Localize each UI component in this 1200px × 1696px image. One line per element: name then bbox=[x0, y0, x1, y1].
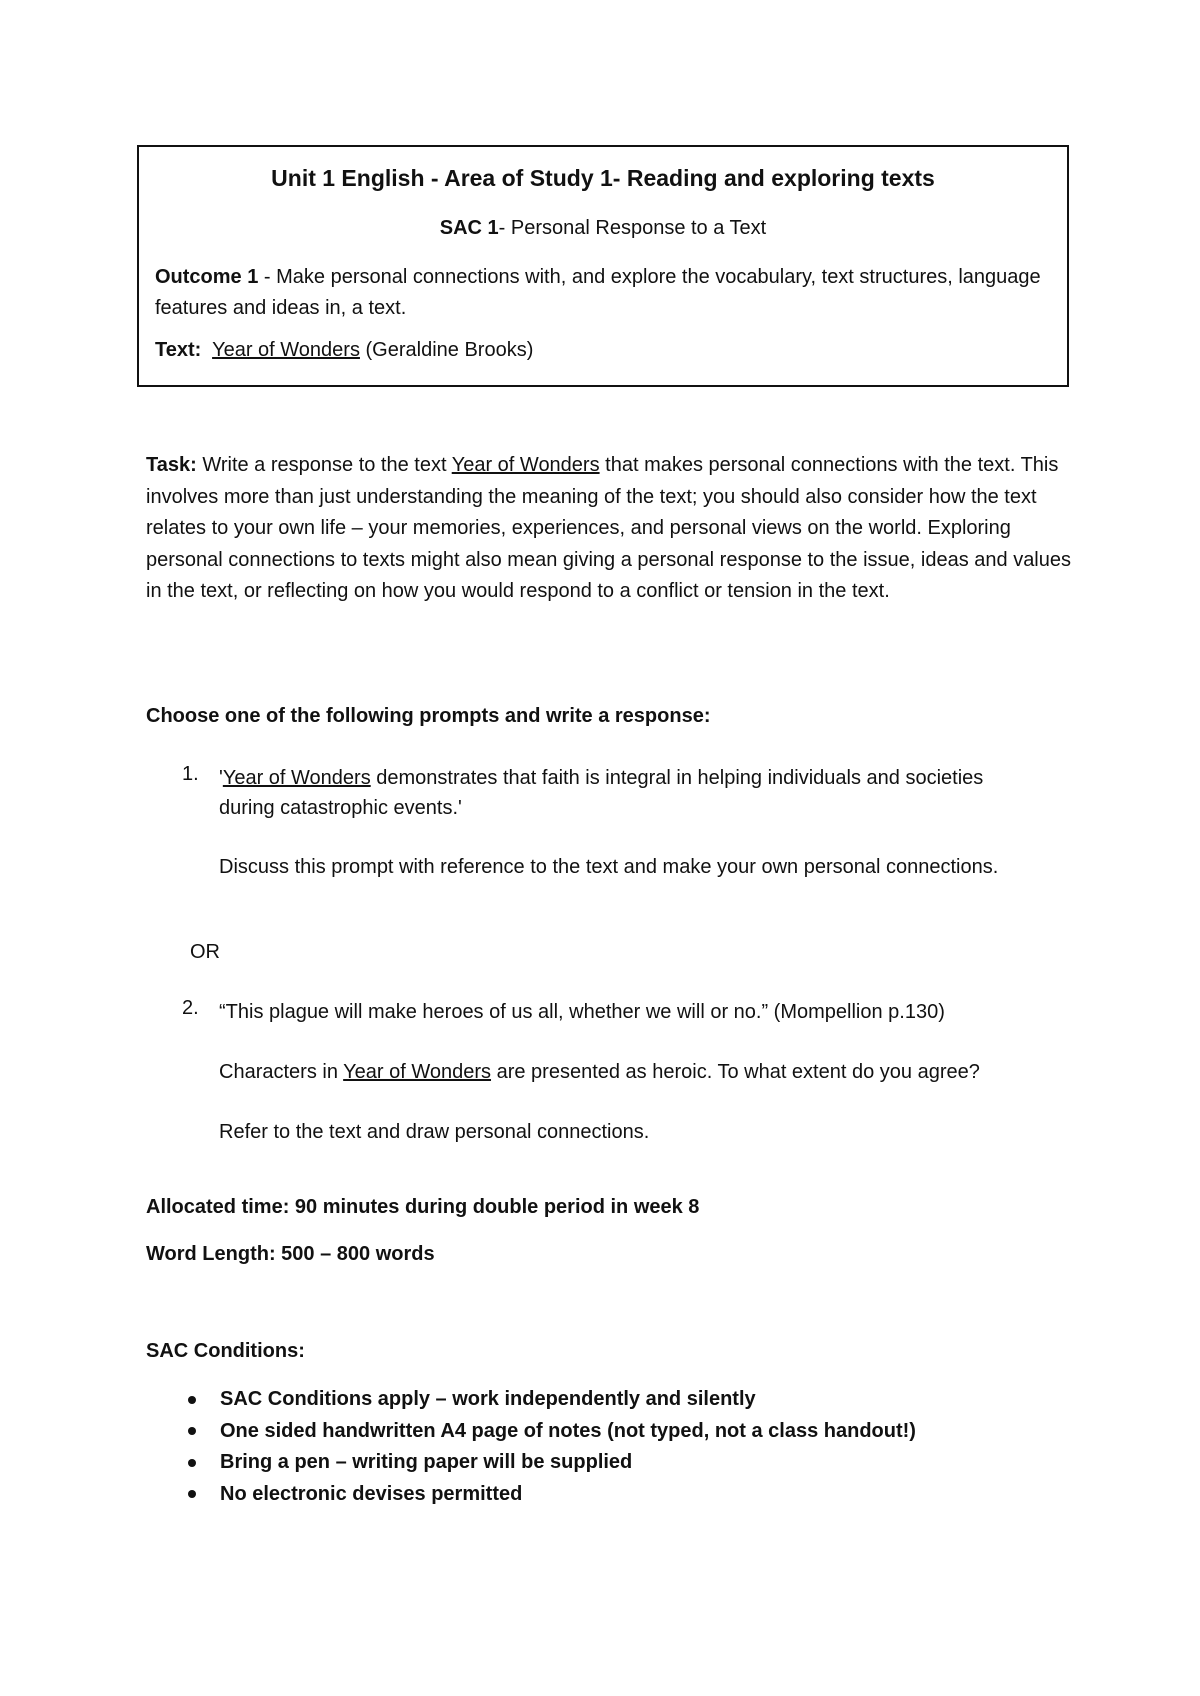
task-body: that makes personal connections with the text. This involves more than just understanding the meaning of the text; you should also consider how the text relates to your own life – your memories, experiences, and personal views on the world. Exploring personal connections to texts might also mean giving a personal response to the issue, ideas and values in the text, or reflecting on how you would respond to a conflict or tension in the text. bbox=[146, 454, 1071, 602]
word-length: Word Length: 500 – 800 words bbox=[146, 1243, 435, 1265]
allocated-time: Allocated time: 90 minutes during double period in week 8 bbox=[146, 1196, 700, 1218]
text-label: Text: bbox=[155, 339, 202, 361]
bullet-icon bbox=[188, 1459, 196, 1467]
sac-desc: - Personal Response to a Text bbox=[498, 217, 767, 239]
conditions-list bbox=[186, 1384, 916, 1510]
text-title: Year of Wonders bbox=[212, 339, 360, 361]
bullet-icon bbox=[188, 1427, 196, 1435]
or-separator: OR bbox=[190, 941, 220, 963]
prompt-1-text: demonstrates that faith is integral in helping individuals and societies during catastrophic events.' bbox=[219, 767, 984, 819]
task-paragraph bbox=[146, 450, 1076, 608]
task-title: Year of Wonders bbox=[451, 454, 600, 476]
task-label: Task: bbox=[146, 454, 197, 476]
prompt-2-question bbox=[219, 1057, 1019, 1087]
bullet-icon bbox=[188, 1490, 196, 1498]
text-author: (Geraldine Brooks) bbox=[365, 339, 534, 361]
unit-title: Unit 1 English - Area of Study 1- Reading and exploring texts bbox=[271, 165, 935, 191]
task-intro: Write a response to the text bbox=[196, 454, 452, 476]
outcome-desc: - Make personal connections with, and explore the vocabulary, text structures, language features and ideas in, a text. bbox=[155, 266, 1041, 319]
outcome-line bbox=[155, 262, 1055, 324]
condition-text: Bring a pen – writing paper will be supplied bbox=[220, 1451, 633, 1473]
text-line bbox=[155, 339, 533, 362]
sac-line bbox=[139, 217, 1067, 240]
prompt-2-pre: Characters in bbox=[219, 1061, 344, 1083]
prompt-1-open-quote: ' bbox=[219, 767, 223, 789]
header-box bbox=[137, 145, 1069, 387]
condition-text: One sided handwritten A4 page of notes (not typed, not a class handout!) bbox=[220, 1419, 916, 1442]
prompt-2-title: Year of Wonders bbox=[343, 1061, 492, 1083]
condition-text: SAC Conditions apply – work independently and silently bbox=[220, 1388, 756, 1410]
list-item bbox=[186, 1416, 916, 1448]
prompt-2-post: are presented as heroic. To what extent do you agree? bbox=[491, 1061, 980, 1083]
list-item bbox=[186, 1447, 916, 1479]
prompt-1-instruction: Discuss this prompt with reference to the text and make your own personal connections. bbox=[219, 856, 999, 878]
prompts-heading: Choose one of the following prompts and write a response: bbox=[146, 705, 711, 727]
prompt-2-quote: “This plague will make heroes of us all, whether we will or no.” (Mompellion p.130) bbox=[219, 1001, 945, 1023]
prompt-1-title: Year of Wonders bbox=[222, 767, 371, 789]
condition-text: No electronic devises permitted bbox=[220, 1482, 523, 1505]
conditions-title: SAC Conditions: bbox=[146, 1340, 305, 1362]
bullet-icon bbox=[188, 1396, 196, 1404]
prompt-2-number: 2. bbox=[182, 997, 199, 1019]
prompt-1-quote bbox=[219, 763, 1039, 823]
outcome-label: Outcome 1 bbox=[155, 266, 259, 288]
prompt-1-number: 1. bbox=[182, 763, 199, 785]
list-item bbox=[186, 1384, 916, 1416]
sac-label: SAC 1 bbox=[439, 217, 499, 239]
prompt-2-instruction: Refer to the text and draw personal connections. bbox=[219, 1121, 650, 1143]
list-item bbox=[186, 1479, 916, 1511]
